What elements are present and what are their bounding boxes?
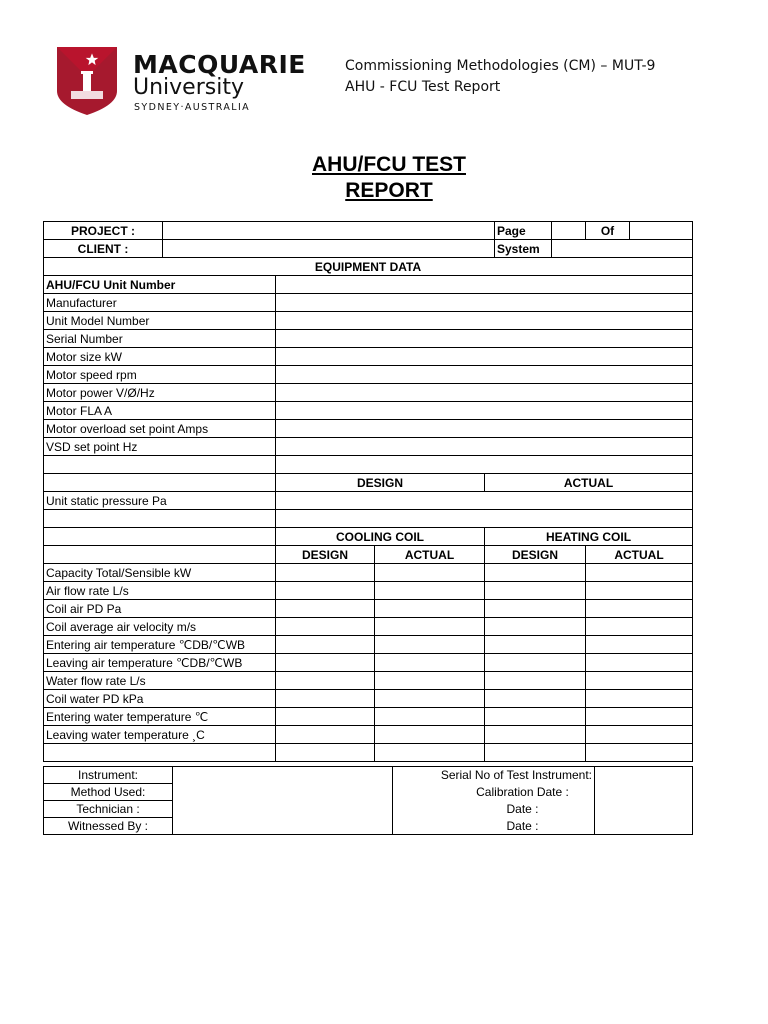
equipment-row-label: Manufacturer [44,294,276,312]
cooling-actual-heading: ACTUAL [375,546,485,564]
heating-actual-field[interactable] [586,582,693,600]
blank-cell [44,744,276,762]
of-field[interactable] [630,222,693,240]
coil-row-label: Coil water PD kPa [44,690,276,708]
blank-cell [44,528,276,546]
project-field[interactable] [163,222,495,240]
logo-sub: University [133,75,244,100]
blank-cell [44,456,276,474]
heating-actual-field[interactable] [586,672,693,690]
heating-actual-field[interactable] [586,564,693,582]
of-label: Of [586,222,630,240]
equipment-row-label: Motor overload set point Amps [44,420,276,438]
heating-actual-field[interactable] [586,636,693,654]
university-logo [57,47,306,119]
cooling-design-field[interactable] [276,690,375,708]
calibration-date-label: Calibration Date : [476,785,569,799]
header-line-2: AHU - FCU Test Report [345,79,501,95]
instrument-details-field[interactable] [173,767,393,835]
cooling-actual-field[interactable] [375,726,485,744]
heating-actual-field[interactable] [586,654,693,672]
heating-design-field[interactable] [485,618,586,636]
heating-coil-heading: HEATING COIL [485,528,693,546]
serial-no-label: Serial No of Test Instrument: [393,767,595,784]
cooling-design-field[interactable] [276,654,375,672]
equipment-row-label: Motor power V/Ø/Hz [44,384,276,402]
instrument-label: Instrument: [44,767,173,784]
equipment-data-heading: EQUIPMENT DATA [44,258,693,276]
witness-date-label: Date : [393,818,595,835]
design-heading: DESIGN [276,474,485,492]
coil-row-label: Water flow rate L/s [44,672,276,690]
project-label: PROJECT : [44,222,163,240]
equipment-row-label: VSD set point Hz [44,438,276,456]
cooling-actual-field[interactable] [375,564,485,582]
shield-logo-icon [57,47,117,115]
page-title-line-2: REPORT [345,179,433,202]
heating-actual-field[interactable] [586,726,693,744]
cooling-design-field[interactable] [276,564,375,582]
document-header [345,56,655,98]
coil-row-label: Entering air temperature ℃DB/℃WB [44,636,276,654]
heating-design-field[interactable] [485,636,586,654]
blank-field[interactable] [276,744,375,762]
cooling-coil-heading: COOLING COIL [276,528,485,546]
equipment-row-label: Motor speed rpm [44,366,276,384]
heating-design-field[interactable] [485,672,586,690]
heating-design-field[interactable] [485,726,586,744]
blank-field[interactable] [276,510,693,528]
system-label: System [495,240,552,258]
equipment-row-field[interactable] [276,438,693,456]
logo-name: MACQUARIE [133,50,306,79]
equipment-row-field[interactable] [276,384,693,402]
blank-field[interactable] [276,456,693,474]
header-line-1: Commissioning Methodologies (CM) – MUT-9 [345,58,656,74]
heating-design-field[interactable] [485,690,586,708]
serial-calibration-field[interactable] [595,767,693,835]
coil-row-label: Capacity Total/Sensible kW [44,564,276,582]
heating-design-heading: DESIGN [485,546,586,564]
cooling-design-field[interactable] [276,582,375,600]
technician-label: Technician : [44,801,173,818]
witnessed-by-label: Witnessed By : [44,818,173,835]
cooling-actual-field[interactable] [375,708,485,726]
cooling-actual-field[interactable] [375,636,485,654]
page-field[interactable] [552,222,586,240]
coil-row-label: Entering water temperature ℃ [44,708,276,726]
cooling-design-field[interactable] [276,618,375,636]
system-field[interactable] [552,240,693,258]
blank-field[interactable] [586,744,693,762]
cooling-actual-field[interactable] [375,582,485,600]
actual-heading: ACTUAL [485,474,693,492]
heating-design-field[interactable] [485,654,586,672]
equipment-row-field[interactable] [276,420,693,438]
heating-actual-field[interactable] [586,708,693,726]
blank-cell [44,546,276,564]
equipment-row-label: Unit Model Number [44,312,276,330]
unit-number-field[interactable] [276,276,693,294]
heating-actual-field[interactable] [586,600,693,618]
page-title-line-1: AHU/FCU TEST [312,153,466,176]
blank-field[interactable] [485,744,586,762]
coil-row-label: Leaving air temperature ℃DB/℃WB [44,654,276,672]
equipment-row-field[interactable] [276,294,693,312]
instrument-signoff-table [43,766,693,835]
static-pressure-label: Unit static pressure Pa [44,492,276,510]
coil-row-label: Leaving water temperature ¸C [44,726,276,744]
blank-cell [44,474,276,492]
client-field[interactable] [163,240,495,258]
static-pressure-field[interactable] [276,492,693,510]
test-report-table [43,221,693,762]
page-label: Page [495,222,552,240]
heating-actual-heading: ACTUAL [586,546,693,564]
blank-field[interactable] [375,744,485,762]
cooling-design-field[interactable] [276,600,375,618]
heating-actual-field[interactable] [586,618,693,636]
coil-row-label: Coil air PD Pa [44,600,276,618]
cooling-actual-field[interactable] [375,672,485,690]
logo-location: SYDNEY·AUSTRALIA [134,102,251,113]
client-label: CLIENT : [44,240,163,258]
blank-cell [44,510,276,528]
equipment-row-label: Motor size kW [44,348,276,366]
unit-number-label: AHU/FCU Unit Number [44,276,276,294]
equipment-row-field[interactable] [276,330,693,348]
heating-design-field[interactable] [485,708,586,726]
cooling-design-heading: DESIGN [276,546,375,564]
equipment-row-label: Serial Number [44,330,276,348]
equipment-row-field[interactable] [276,366,693,384]
cooling-actual-field[interactable] [375,618,485,636]
coil-row-label: Air flow rate L/s [44,582,276,600]
heating-actual-field[interactable] [586,690,693,708]
equipment-row-field[interactable] [276,348,693,366]
cooling-design-field[interactable] [276,636,375,654]
heating-design-field[interactable] [485,564,586,582]
heating-design-field[interactable] [485,600,586,618]
method-used-label: Method Used: [44,784,173,801]
cooling-actual-field[interactable] [375,690,485,708]
cooling-design-field[interactable] [276,672,375,690]
coil-row-label: Coil average air velocity m/s [44,618,276,636]
equipment-row-field[interactable] [276,312,693,330]
cooling-actual-field[interactable] [375,654,485,672]
equipment-row-field[interactable] [276,402,693,420]
heating-design-field[interactable] [485,582,586,600]
technician-date-label: Date : [506,802,539,816]
cooling-design-field[interactable] [276,708,375,726]
cooling-actual-field[interactable] [375,600,485,618]
cooling-design-field[interactable] [276,726,375,744]
equipment-row-label: Motor FLA A [44,402,276,420]
